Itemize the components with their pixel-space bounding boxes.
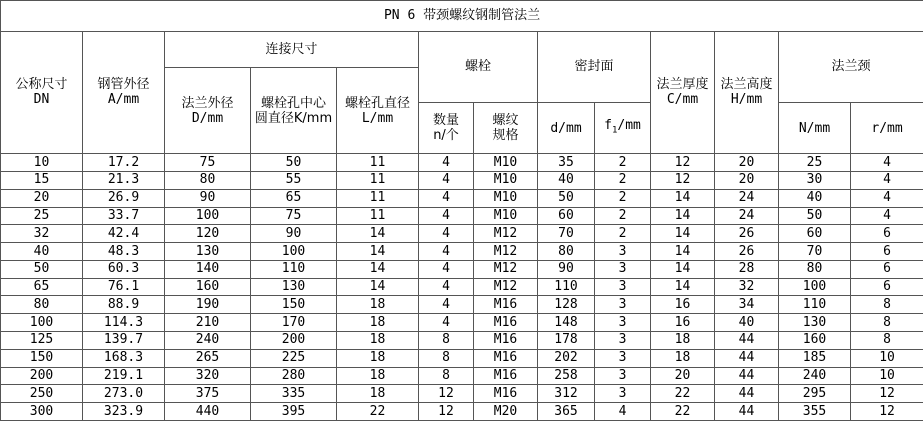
cell-seal-f: 2 [595,207,651,225]
cell-dn: 125 [1,331,83,349]
cell-flange-od: 120 [165,225,251,243]
cell-bolt-qty: 4 [419,243,474,261]
cell-flange-od: 75 [165,154,251,172]
cell-bolt-qty: 4 [419,225,474,243]
cell-neck-n: 80 [779,260,851,278]
cell-bolt-thread: M10 [474,172,538,190]
cell-bolt-circle: 75 [251,207,337,225]
cell-thickness: 16 [651,296,715,314]
cell-dn: 50 [1,260,83,278]
cell-flange-od: 100 [165,207,251,225]
cell-flange-od: 80 [165,172,251,190]
cell-dn: 10 [1,154,83,172]
cell-seal-d: 50 [538,189,595,207]
cell-bolt-qty: 4 [419,314,474,332]
cell-neck-r: 6 [851,243,923,261]
cell-bolt-circle: 65 [251,189,337,207]
cell-height: 44 [715,403,779,421]
table-row [1,349,923,367]
cell-dn: 100 [1,314,83,332]
header-seal-d: d/mm [538,103,595,154]
header-flange-od-unit: D/mm [191,110,224,126]
cell-flange-od: 320 [165,367,251,385]
cell-bolt-thread: M12 [474,225,538,243]
cell-thickness: 18 [651,349,715,367]
cell-neck-r: 10 [851,367,923,385]
cell-seal-f: 4 [595,403,651,421]
cell-neck-r: 8 [851,296,923,314]
cell-neck-n: 70 [779,243,851,261]
cell-bolt-hole: 18 [337,349,419,367]
cell-neck-r: 12 [851,385,923,403]
cell-bolt-qty: 8 [419,331,474,349]
cell-bolt-circle: 55 [251,172,337,190]
table-row [1,189,923,207]
header-thickness [651,31,715,154]
cell-flange-od: 90 [165,189,251,207]
cell-height: 26 [715,225,779,243]
cell-bolt-circle: 130 [251,278,337,296]
table-row [1,154,923,172]
cell-neck-n: 130 [779,314,851,332]
cell-thickness: 12 [651,154,715,172]
cell-seal-f: 3 [595,385,651,403]
cell-seal-d: 80 [538,243,595,261]
cell-thickness: 14 [651,207,715,225]
cell-thickness: 22 [651,385,715,403]
header-bolt-circle-label: 螺栓孔中心 [260,95,326,111]
cell-seal-f: 3 [595,331,651,349]
cell-bolt-hole: 18 [337,331,419,349]
table-row [1,260,923,278]
cell-flange-od: 160 [165,278,251,296]
cell-bolt-hole: 18 [337,314,419,332]
cell-dn: 40 [1,243,83,261]
cell-pipe-od: 42.4 [83,225,165,243]
cell-neck-n: 355 [779,403,851,421]
cell-neck-r: 6 [851,278,923,296]
cell-bolt-circle: 280 [251,367,337,385]
cell-seal-f: 3 [595,296,651,314]
cell-bolt-hole: 14 [337,260,419,278]
table-row [1,225,923,243]
header-thickness-label: 法兰厚度 [656,77,709,93]
cell-neck-n: 160 [779,331,851,349]
cell-dn: 150 [1,349,83,367]
cell-seal-f: 3 [595,278,651,296]
cell-bolt-thread: M10 [474,154,538,172]
header-bolt-circle [251,68,337,154]
cell-bolt-qty: 4 [419,207,474,225]
cell-bolt-hole: 18 [337,296,419,314]
header-thickness-unit: C/mm [666,92,699,108]
cell-seal-d: 365 [538,403,595,421]
cell-bolt-circle: 200 [251,331,337,349]
cell-neck-n: 295 [779,385,851,403]
cell-seal-d: 60 [538,207,595,225]
table-row [1,296,923,314]
cell-bolt-hole: 11 [337,207,419,225]
cell-height: 44 [715,349,779,367]
cell-dn: 250 [1,385,83,403]
table-row [1,314,923,332]
cell-bolt-hole: 14 [337,278,419,296]
cell-bolt-thread: M20 [474,403,538,421]
cell-seal-f: 2 [595,172,651,190]
header-seal-face: 密封面 [538,31,651,103]
cell-bolt-thread: M16 [474,331,538,349]
table-row [1,403,923,421]
cell-pipe-od: 76.1 [83,278,165,296]
header-seal-f-sub: 1 [611,125,618,136]
cell-seal-d: 202 [538,349,595,367]
cell-neck-r: 8 [851,331,923,349]
cell-bolt-qty: 8 [419,367,474,385]
cell-pipe-od: 88.9 [83,296,165,314]
cell-bolt-thread: M10 [474,189,538,207]
cell-bolt-thread: M16 [474,367,538,385]
header-bolt: 螺栓 [419,31,538,103]
cell-flange-od: 440 [165,403,251,421]
cell-flange-od: 130 [165,243,251,261]
table-row [1,331,923,349]
header-flange-od [165,68,251,154]
cell-height: 26 [715,243,779,261]
cell-neck-n: 240 [779,367,851,385]
header-bolt-thread-label: 螺纹 [492,113,519,129]
cell-neck-n: 185 [779,349,851,367]
cell-pipe-od: 168.3 [83,349,165,367]
cell-thickness: 14 [651,243,715,261]
header-bolt-thread-unit: 规格 [492,128,519,144]
cell-pipe-od: 26.9 [83,189,165,207]
table-row [1,278,923,296]
cell-seal-f: 3 [595,243,651,261]
cell-seal-f: 3 [595,314,651,332]
cell-bolt-thread: M16 [474,296,538,314]
cell-seal-d: 40 [538,172,595,190]
cell-bolt-hole: 11 [337,154,419,172]
header-seal-f-label: f [604,117,612,133]
cell-bolt-qty: 4 [419,296,474,314]
cell-height: 44 [715,367,779,385]
cell-seal-f: 3 [595,349,651,367]
header-dn [1,31,83,154]
cell-seal-d: 258 [538,367,595,385]
cell-neck-n: 30 [779,172,851,190]
header-neck: 法兰颈 [779,31,923,103]
cell-seal-d: 90 [538,260,595,278]
cell-pipe-od: 60.3 [83,260,165,278]
cell-seal-d: 312 [538,385,595,403]
cell-height: 20 [715,172,779,190]
cell-seal-f: 2 [595,225,651,243]
cell-flange-od: 375 [165,385,251,403]
cell-bolt-thread: M12 [474,260,538,278]
cell-bolt-circle: 100 [251,243,337,261]
cell-neck-r: 4 [851,172,923,190]
cell-seal-d: 148 [538,314,595,332]
cell-thickness: 14 [651,278,715,296]
cell-thickness: 16 [651,314,715,332]
cell-bolt-qty: 4 [419,172,474,190]
cell-flange-od: 265 [165,349,251,367]
table-row [1,207,923,225]
cell-bolt-qty: 8 [419,349,474,367]
cell-dn: 300 [1,403,83,421]
header-bolt-qty-unit: n/个 [433,128,459,144]
cell-neck-r: 8 [851,314,923,332]
header-flange-od-label: 法兰外径 [181,95,234,111]
cell-pipe-od: 48.3 [83,243,165,261]
table-row [1,172,923,190]
cell-seal-d: 35 [538,154,595,172]
cell-pipe-od: 219.1 [83,367,165,385]
cell-bolt-circle: 395 [251,403,337,421]
cell-neck-n: 110 [779,296,851,314]
cell-thickness: 14 [651,189,715,207]
cell-bolt-hole: 22 [337,403,419,421]
cell-neck-r: 12 [851,403,923,421]
cell-seal-f: 2 [595,189,651,207]
cell-bolt-thread: M16 [474,314,538,332]
cell-height: 28 [715,260,779,278]
cell-dn: 200 [1,367,83,385]
cell-bolt-thread: M16 [474,349,538,367]
header-seal-f [595,103,651,154]
cell-thickness: 12 [651,172,715,190]
cell-neck-n: 50 [779,207,851,225]
cell-flange-od: 240 [165,331,251,349]
cell-seal-d: 110 [538,278,595,296]
header-bolt-hole [337,68,419,154]
cell-bolt-hole: 18 [337,367,419,385]
header-height-label: 法兰高度 [720,77,773,93]
header-dn-label: 公称尺寸 [15,77,68,93]
cell-seal-f: 3 [595,260,651,278]
table-row [1,385,923,403]
header-bolt-thread [474,103,538,154]
cell-dn: 20 [1,189,83,207]
cell-height: 44 [715,331,779,349]
header-height-unit: H/mm [730,92,763,108]
cell-bolt-thread: M10 [474,207,538,225]
table-row [1,367,923,385]
cell-pipe-od: 273.0 [83,385,165,403]
table-title: PN 6 带颈螺纹钢制管法兰 [1,1,923,32]
cell-neck-n: 60 [779,225,851,243]
cell-height: 34 [715,296,779,314]
cell-thickness: 20 [651,367,715,385]
cell-bolt-qty: 4 [419,154,474,172]
cell-thickness: 14 [651,260,715,278]
cell-thickness: 14 [651,225,715,243]
header-dn-unit: DN [33,92,50,108]
cell-thickness: 18 [651,331,715,349]
header-bolt-hole-unit: L/mm [361,110,394,126]
cell-seal-d: 128 [538,296,595,314]
cell-bolt-hole: 11 [337,172,419,190]
cell-height: 24 [715,189,779,207]
cell-dn: 65 [1,278,83,296]
cell-neck-r: 6 [851,225,923,243]
cell-bolt-hole: 11 [337,189,419,207]
cell-height: 24 [715,207,779,225]
cell-pipe-od: 323.9 [83,403,165,421]
cell-neck-r: 4 [851,154,923,172]
header-neck-r: r/mm [851,103,923,154]
cell-pipe-od: 33.7 [83,207,165,225]
cell-bolt-circle: 90 [251,225,337,243]
cell-flange-od: 140 [165,260,251,278]
cell-bolt-qty: 4 [419,189,474,207]
cell-dn: 32 [1,225,83,243]
cell-bolt-thread: M12 [474,278,538,296]
cell-neck-r: 4 [851,207,923,225]
cell-dn: 80 [1,296,83,314]
cell-bolt-thread: M12 [474,243,538,261]
cell-bolt-qty: 4 [419,278,474,296]
cell-thickness: 22 [651,403,715,421]
cell-height: 20 [715,154,779,172]
cell-bolt-circle: 335 [251,385,337,403]
header-pipe-od-unit: A/mm [107,92,140,108]
header-neck-n: N/mm [779,103,851,154]
header-pipe-od-label: 钢管外径 [97,77,150,93]
cell-pipe-od: 139.7 [83,331,165,349]
cell-seal-f: 2 [595,154,651,172]
cell-neck-n: 25 [779,154,851,172]
cell-bolt-circle: 225 [251,349,337,367]
cell-pipe-od: 114.3 [83,314,165,332]
header-bolt-circle-unit: 圆直径K/mm [254,110,333,126]
header-bolt-hole-label: 螺栓孔直径 [344,95,410,111]
cell-seal-d: 178 [538,331,595,349]
cell-pipe-od: 17.2 [83,154,165,172]
cell-neck-r: 4 [851,189,923,207]
cell-seal-f: 3 [595,367,651,385]
cell-neck-r: 10 [851,349,923,367]
cell-bolt-hole: 18 [337,385,419,403]
header-pipe-od [83,31,165,154]
cell-dn: 25 [1,207,83,225]
cell-bolt-qty: 12 [419,385,474,403]
header-height [715,31,779,154]
cell-bolt-hole: 14 [337,243,419,261]
cell-height: 40 [715,314,779,332]
header-connection: 连接尺寸 [165,31,419,68]
cell-pipe-od: 21.3 [83,172,165,190]
header-bolt-qty [419,103,474,154]
cell-bolt-thread: M16 [474,385,538,403]
cell-height: 44 [715,385,779,403]
cell-bolt-circle: 110 [251,260,337,278]
cell-neck-n: 100 [779,278,851,296]
cell-height: 32 [715,278,779,296]
title-row [1,1,923,32]
cell-neck-r: 6 [851,260,923,278]
cell-bolt-qty: 12 [419,403,474,421]
header-seal-f-unit: /mm [617,117,641,133]
cell-bolt-hole: 14 [337,225,419,243]
cell-seal-d: 70 [538,225,595,243]
cell-neck-n: 40 [779,189,851,207]
cell-flange-od: 190 [165,296,251,314]
cell-bolt-circle: 50 [251,154,337,172]
table-row [1,243,923,261]
cell-dn: 15 [1,172,83,190]
header-row-1 [1,31,923,68]
cell-flange-od: 210 [165,314,251,332]
header-bolt-qty-label: 数量 [432,113,459,129]
cell-bolt-circle: 150 [251,296,337,314]
cell-bolt-qty: 4 [419,260,474,278]
cell-bolt-circle: 170 [251,314,337,332]
